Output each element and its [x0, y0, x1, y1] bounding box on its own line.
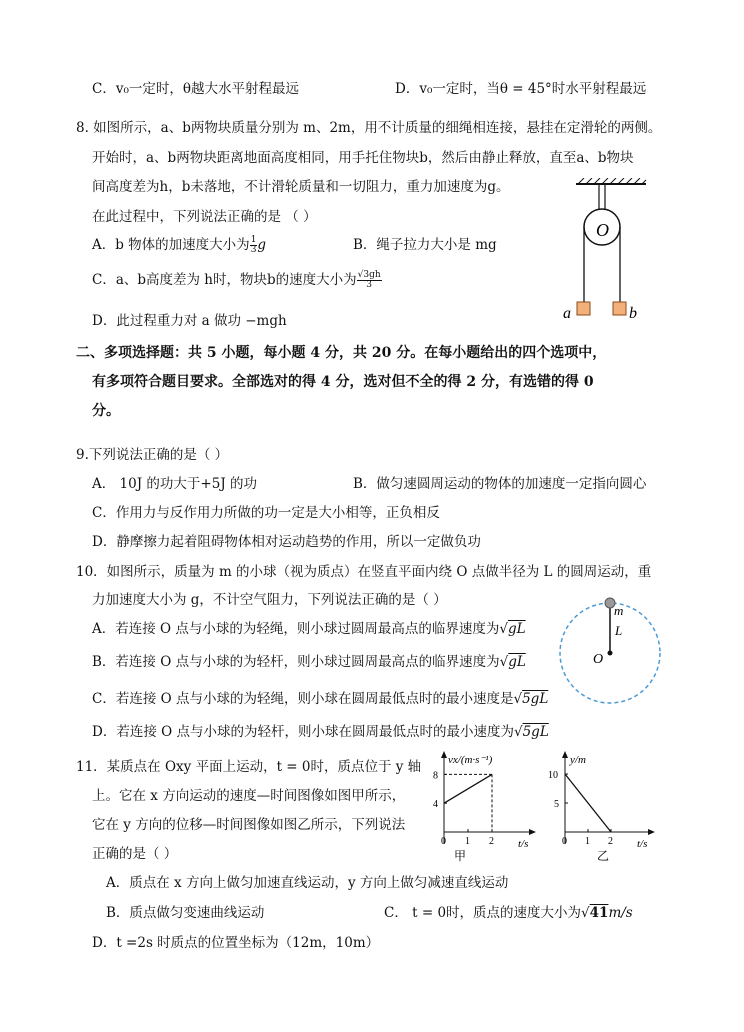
- sqrt-icon: √: [513, 724, 523, 740]
- q9-option-a: A． 10J 的功大于+5J 的功: [92, 476, 258, 492]
- block-a-label: a: [563, 305, 571, 322]
- q10-option-a: [92, 620, 526, 638]
- q11-option-c-unit: m/s: [608, 905, 633, 921]
- q10-option-d-text: D．若连接 O 点与小球的为轻杆，则小球在圆周最低点时的最小速度为: [92, 724, 514, 740]
- q8-option-a-denominator: 3: [250, 245, 257, 255]
- sqrt-icon: √: [581, 905, 590, 921]
- y-axis-arrow-icon: [562, 751, 568, 758]
- q9-stem: 9.下列说法正确的是（ ）: [76, 447, 229, 463]
- sqrt-icon: √: [499, 654, 509, 670]
- block-b: [613, 302, 626, 315]
- x-axis-label: t/s: [518, 838, 529, 850]
- q11-stem-line2: 上。它在 x 方向运动的速度—时间图像如图甲所示，: [92, 788, 406, 804]
- section2-line2: 有多项符合题目要求。全部选对的得 4 分，选对但不全的得 2 分，有选错的得 0: [92, 374, 594, 390]
- y-axis-arrow-icon: [441, 751, 447, 758]
- q10-option-b-radicand: gL: [508, 654, 526, 670]
- y-tick-label: 10: [548, 770, 558, 781]
- q8-option-a-text: A．b 物体的加速度大小为: [92, 237, 250, 253]
- radius-label: L: [615, 623, 623, 638]
- data-series-line: [565, 774, 611, 832]
- y-axis-label: y/m: [570, 754, 586, 766]
- y-axis-label: vx/(m·s⁻¹): [448, 754, 493, 766]
- q10-option-d: [92, 723, 549, 741]
- q11-option-b: B．质点做匀变速曲线运动: [106, 905, 265, 921]
- section2-line1: 二、多项选择题：共 5 小题，每小题 4 分，共 20 分。在每小题给出的四个选项中，: [76, 345, 607, 361]
- x-axis-label: t/s: [637, 838, 648, 850]
- q8-stem-line2: 开始时，a、b两物块距离地面高度相同，用手托住物块b，然后由静止释放，直至a、b物块: [92, 150, 634, 166]
- q11-option-c-radicand: 41: [589, 905, 609, 921]
- sqrt-icon: √: [513, 691, 523, 707]
- q8-option-d: D．此过程重力对 a 做功 −mgh: [92, 313, 287, 329]
- x-tick-label: 0: [562, 836, 567, 847]
- x-tick-label: 1: [465, 836, 470, 847]
- x-axis-arrow-icon: [648, 829, 655, 835]
- q11-stem-line1: 11．某质点在 Oxy 平面上运动，t = 0时，质点位于 y 轴: [76, 759, 422, 775]
- q10-option-c-text: C．若连接 O 点与小球的为轻绳，则小球在圆周最低点时的最小速度是: [92, 691, 514, 707]
- x-tick-label: 2: [489, 836, 494, 847]
- q10-option-b-text: B．若连接 O 点与小球的为轻杆，则小球过圆周最高点的临界速度为: [92, 654, 500, 670]
- q11-option-d: D．t =2s 时质点的位置坐标为（12m，10m）: [92, 935, 380, 951]
- q8-option-b: B．绳子拉力大小是 mg: [353, 237, 497, 253]
- block-b-label: b: [629, 305, 637, 322]
- mass-label: m: [614, 603, 624, 618]
- y-tick-label: 4: [433, 799, 438, 811]
- y-tick-label: 5: [554, 799, 559, 810]
- chart-caption: 乙: [597, 849, 610, 863]
- x-tick-label: 1: [585, 836, 590, 847]
- q8-option-c-denominator: 3: [366, 280, 373, 290]
- block-a: [577, 302, 590, 315]
- q9-option-d: D．静摩擦力起着阻碍物体相对运动趋势的作用，所以一定做负功: [92, 534, 481, 550]
- q10-option-c: [92, 690, 548, 708]
- q8-stem-line4: 在此过程中，下列说法正确的是 （ ）: [92, 209, 317, 225]
- x-axis-arrow-icon: [529, 829, 536, 835]
- section2-line3: 分。: [92, 403, 120, 419]
- q10-option-c-radicand: 5gL: [522, 691, 549, 707]
- pulley-label-o: O: [596, 220, 609, 240]
- q8-option-c: [92, 271, 382, 290]
- data-series-line: [444, 774, 492, 803]
- chart-yi: [543, 748, 663, 866]
- q8-stem-line3: 间高度差为h，b未落地，不计滑轮质量和一切阻力，重力加速度为g。: [92, 179, 510, 195]
- sqrt-icon: √: [499, 621, 509, 637]
- y-tick-label: 8: [433, 770, 438, 782]
- q9-option-b: B．做匀速圆周运动的物体的加速度一定指向圆心: [353, 476, 647, 492]
- q8-option-a-numerator: 1: [250, 235, 257, 245]
- x-tick-label: 0: [441, 836, 446, 847]
- q8-option-c-fraction: [357, 271, 382, 290]
- center-point: [608, 651, 613, 656]
- pulley-figure: [556, 178, 666, 328]
- q10-option-d-radicand: 5gL: [522, 724, 549, 740]
- q8-stem-line1: 8. 如图所示，a、b两物块质量分别为 m、2m，用不计质量的细绳相连接，悬挂在定滑轮的两侧。: [76, 120, 662, 136]
- center-label: O: [593, 652, 604, 667]
- q10-option-a-radicand: gL: [508, 621, 526, 637]
- q8-option-a-g: g: [257, 237, 267, 253]
- chart-caption: 甲: [454, 849, 467, 863]
- q10-option-a-text: A．若连接 O 点与小球的为轻绳，则小球过圆周最高点的临界速度为: [92, 621, 500, 637]
- q10-stem-line1: 10．如图所示，质量为 m 的小球（视为质点）在竖直平面内绕 O 点做半径为 L 的圆周运动，重: [76, 564, 652, 580]
- x-tick-label: 2: [608, 836, 613, 847]
- chart-jia: [420, 748, 540, 866]
- q11-stem-line4: 正确的是（ ）: [92, 846, 178, 862]
- q9-option-c: C．作用力与反作用力所做的功一定是大小相等，正负相反: [92, 505, 440, 521]
- q11-option-c: [384, 904, 633, 922]
- q8-option-c-text: C．a、b高度差为 h时，物块b的速度大小为: [92, 272, 357, 288]
- circle-figure: [555, 596, 665, 708]
- q10-stem-line2: 力加速度大小为 g，不计空气阻力，下列说法正确的是（ ）: [92, 592, 447, 608]
- q8-option-a: [92, 236, 266, 255]
- q11-option-a: A．质点在 x 方向上做匀加速直线运动，y 方向上做匀减速直线运动: [106, 875, 509, 891]
- q11-stem-line3: 它在 y 方向的位移—时间图像如图乙所示，下列说法: [92, 817, 406, 833]
- q11-option-c-text: C． t = 0时，质点的速度大小为: [384, 905, 582, 921]
- q7-option-d: D．v₀一定时，当θ = 45°时水平射程最远: [395, 81, 647, 97]
- q7-option-c: C．v₀一定时，θ越大水平射程最远: [92, 81, 299, 97]
- q8-option-c-numerator: √3gh: [357, 270, 381, 280]
- q10-option-b: [92, 653, 526, 671]
